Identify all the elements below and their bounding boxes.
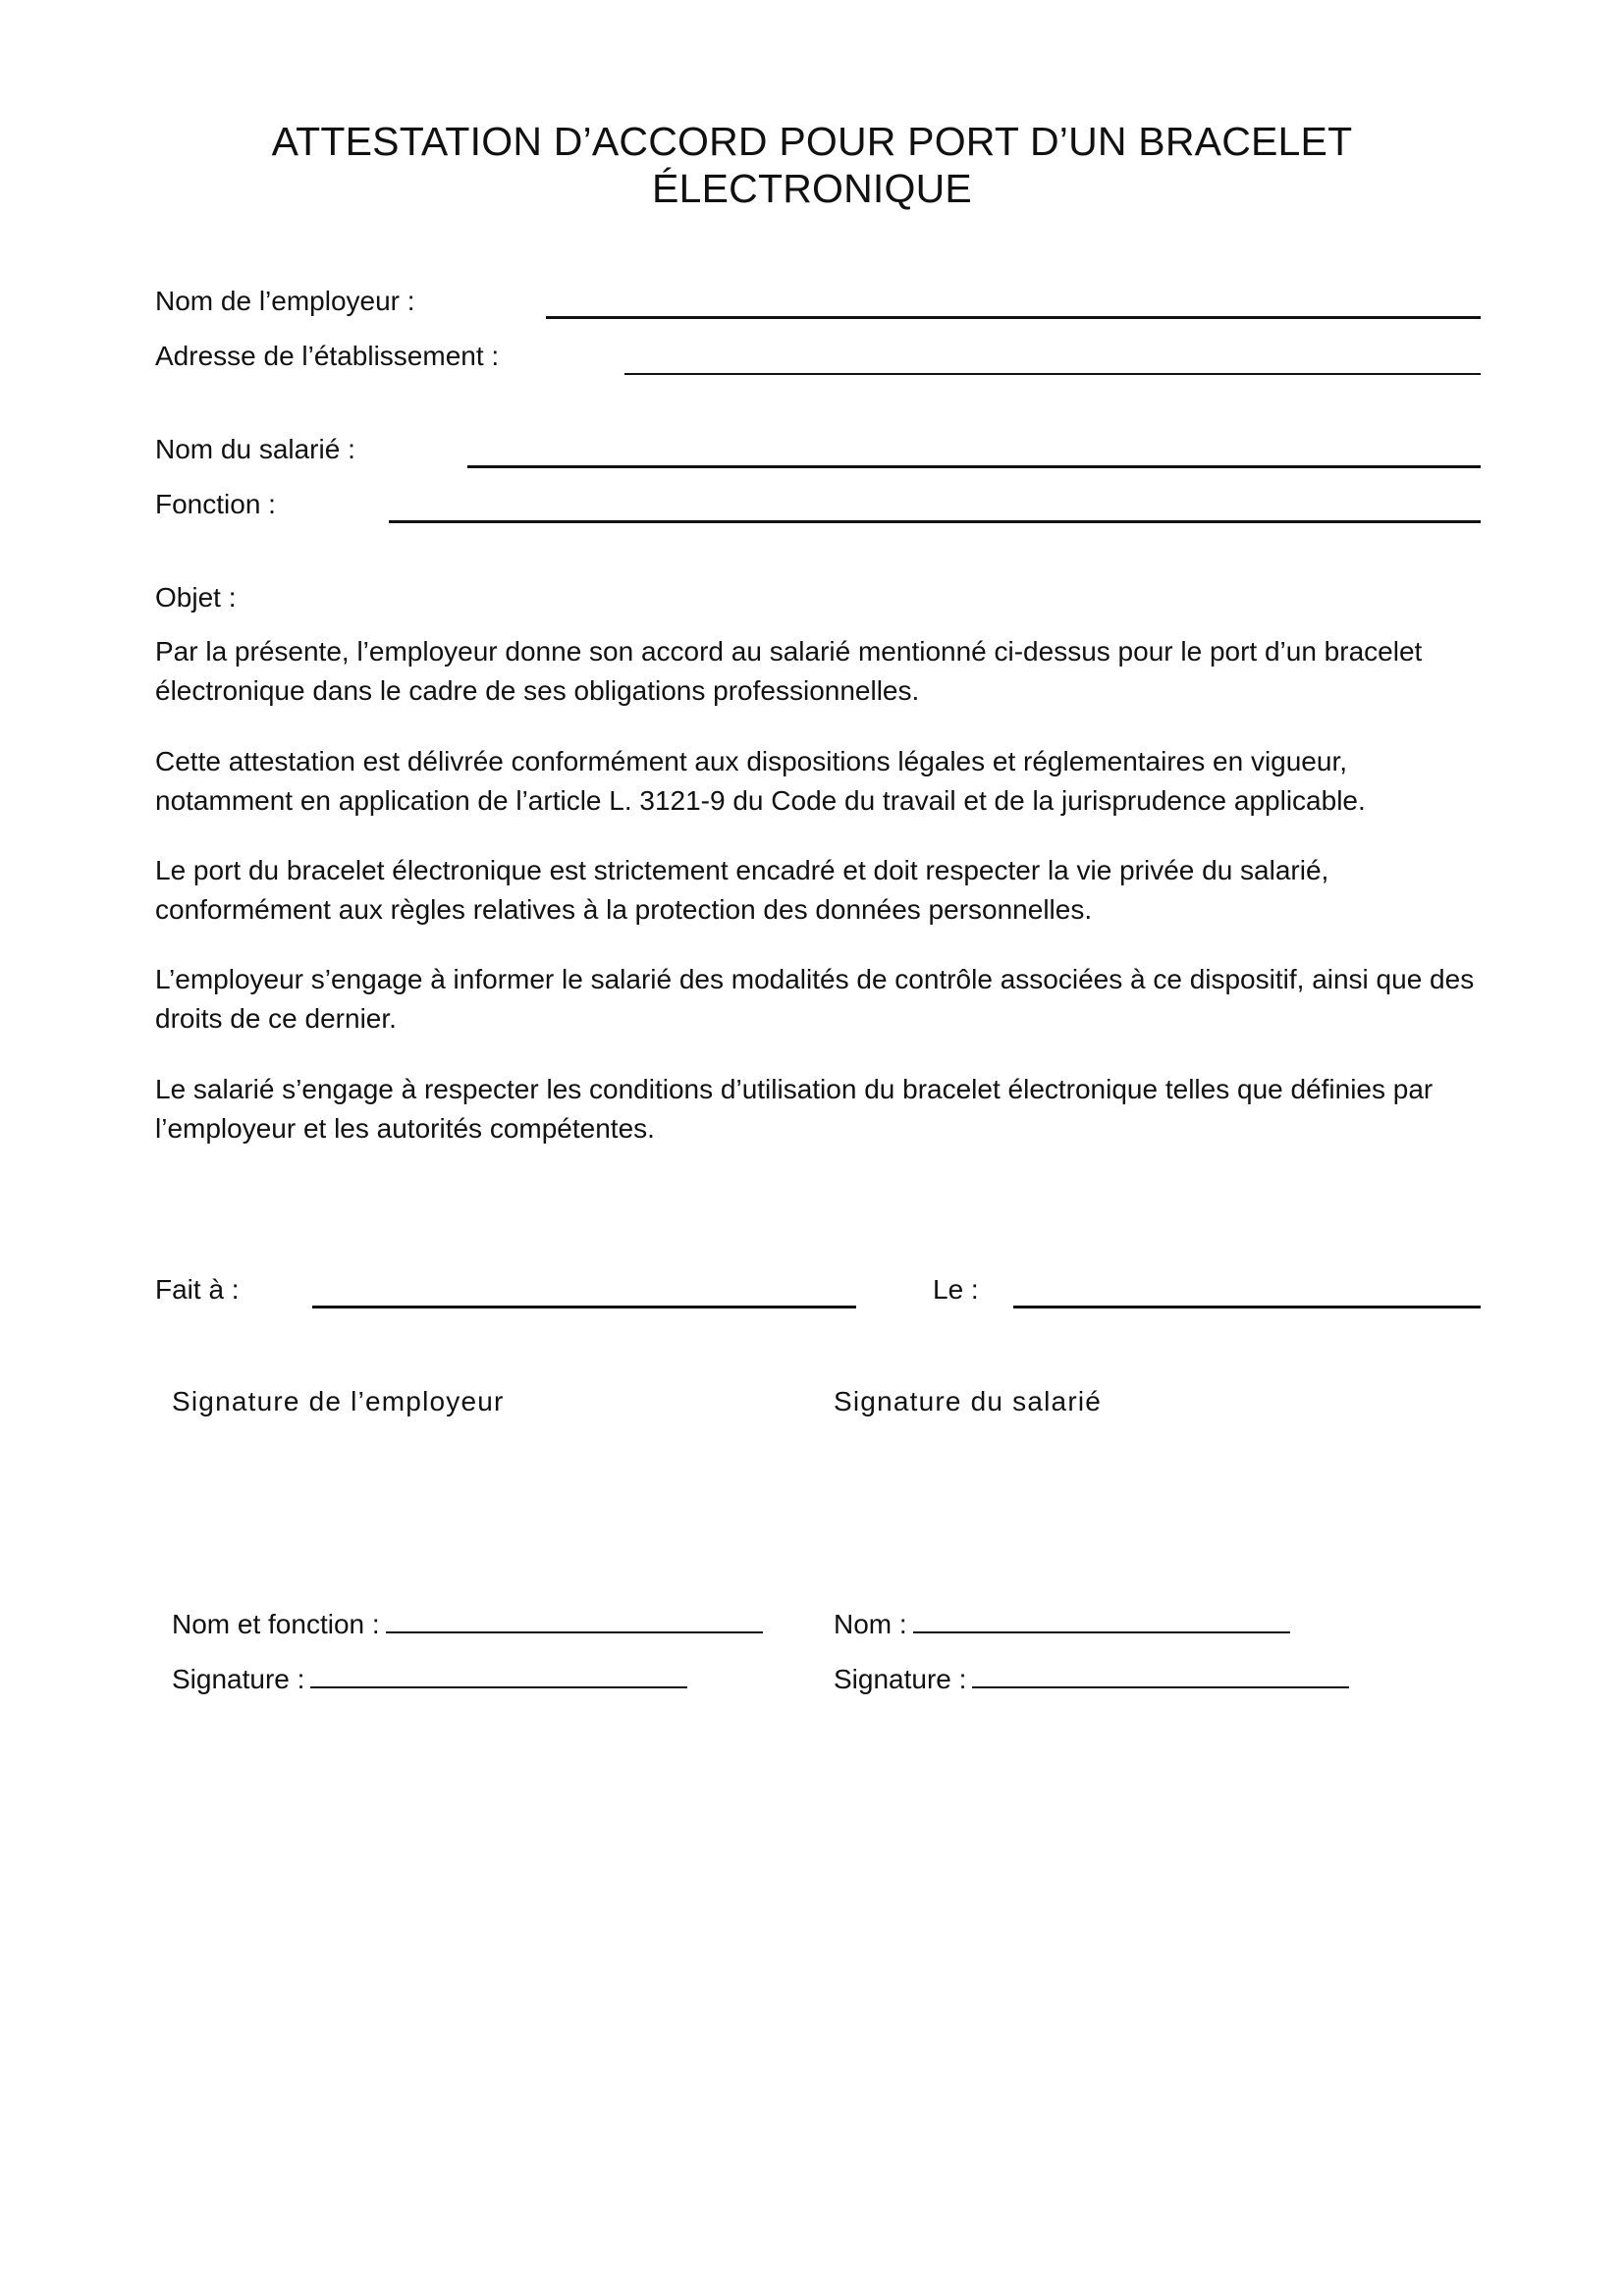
object-label: Objet :	[155, 582, 237, 613]
place-line[interactable]	[312, 1306, 856, 1308]
date-line[interactable]	[1013, 1306, 1481, 1308]
employer-signature-row	[172, 1661, 687, 1696]
function-line[interactable]	[389, 520, 1481, 523]
employee-sign-name-label: Nom :	[834, 1609, 907, 1639]
document-title-line-1: ATTESTATION D’ACCORD POUR PORT D’UN BRACELET	[271, 119, 1353, 164]
employer-signature-label: Signature :	[172, 1664, 305, 1694]
employee-name-line[interactable]	[467, 465, 1481, 468]
employee-name-label: Nom du salarié :	[155, 434, 355, 464]
employer-name-label: Nom de l’employeur :	[155, 286, 415, 316]
employee-name-blank[interactable]	[913, 1606, 1290, 1633]
employee-name-row	[834, 1606, 1290, 1641]
employer-name-function-row	[172, 1606, 763, 1641]
document-title-line-2: ÉLECTRONIQUE	[652, 166, 972, 211]
date-label: Le :	[933, 1274, 979, 1305]
function-label: Fonction :	[155, 489, 276, 519]
place-label: Fait à :	[155, 1274, 240, 1305]
body-paragraph-3: Le port du bracelet électronique est strictement encadré et doit respecter la vie privée du salarié, conformément aux règles relatives à la protection des données personnelles.	[155, 855, 1329, 925]
establishment-address-label: Adresse de l’établissement :	[155, 341, 500, 371]
employee-signature-row	[834, 1661, 1349, 1696]
body-paragraph-5: Le salarié s’engage à respecter les conditions d’utilisation du bracelet électronique telles que définies par l’employeur et les autorités compétentes.	[155, 1074, 1434, 1144]
body-paragraph-1: Par la présente, l’employeur donne son accord au salarié mentionné ci-dessus pour le port d’un bracelet électronique dans le cadre de ses obligations professionnelles.	[155, 636, 1423, 706]
body-paragraph-2: Cette attestation est délivrée conformément aux dispositions légales et réglementaires en vigueur, notamment en application de l’article L. 3121-9 du Code du travail et de la jurisprudence applicable.	[155, 746, 1366, 816]
employer-signature-blank[interactable]	[310, 1661, 687, 1688]
body-paragraph-4: L’employeur s’engage à informer le salarié des modalités de contrôle associées à ce dispositif, ainsi que des droits de ce dernier.	[155, 964, 1475, 1034]
establishment-address-line[interactable]	[624, 373, 1481, 375]
employee-signature-heading: Signature du salarié	[834, 1386, 1103, 1416]
employer-name-line[interactable]	[546, 316, 1481, 319]
employee-signature-blank[interactable]	[972, 1661, 1349, 1688]
employer-signature-heading: Signature de l’employeur	[172, 1386, 505, 1416]
employer-name-function-label: Nom et fonction :	[172, 1609, 380, 1639]
employee-signature-label: Signature :	[834, 1664, 967, 1694]
employer-name-function-blank[interactable]	[386, 1606, 763, 1633]
